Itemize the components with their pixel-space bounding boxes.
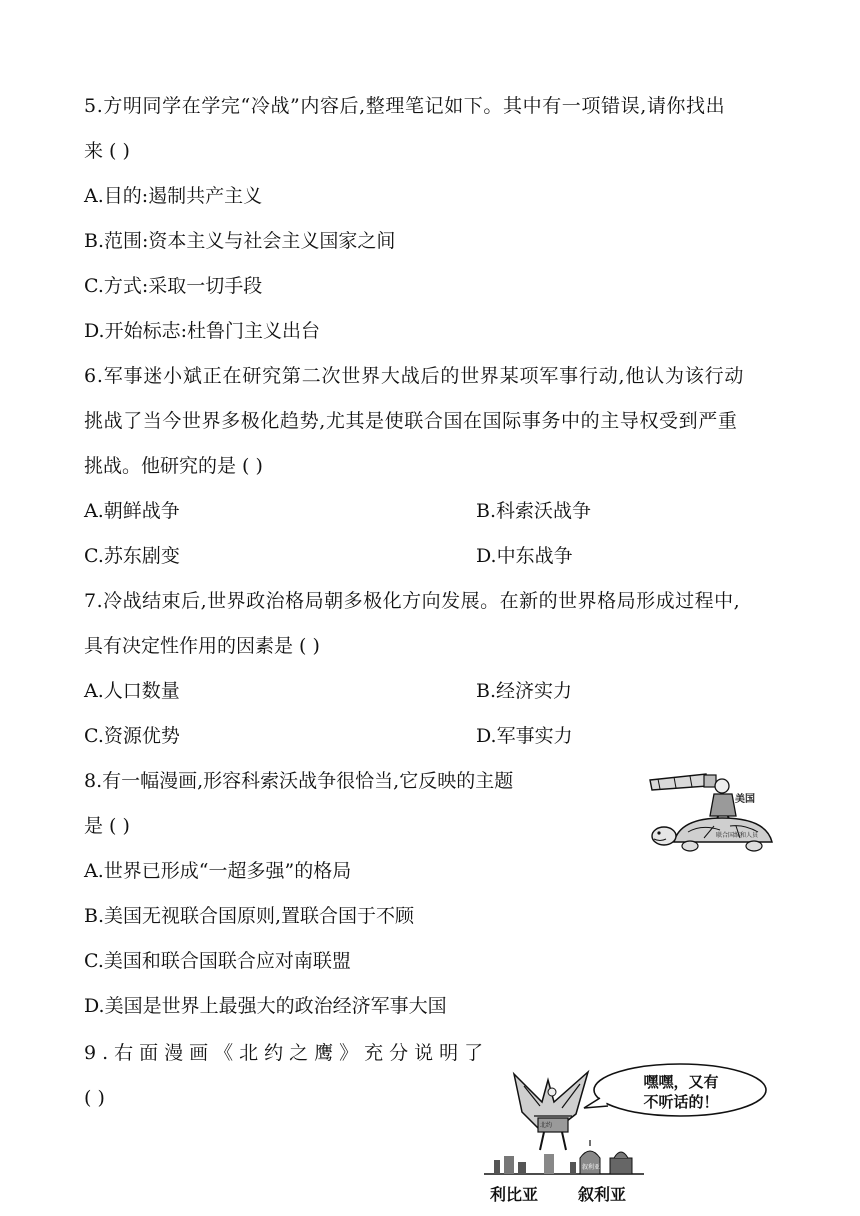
q8-stem-line2: 是 ( ) [84, 815, 130, 837]
q6-stem-line3: 挑战。他研究的是 ( ) [84, 455, 263, 477]
q5-option-d: D.开始标志:杜鲁门主义出台 [84, 320, 320, 342]
q8-cartoon-turtle-telescope [644, 772, 780, 854]
q5-stem-line1: 5.方明同学在学完“冷战”内容后,整理笔记如下。其中有一项错误,请你找出 [84, 95, 726, 117]
q9-cartoon-nato-eagle [484, 1062, 774, 1212]
q9-label-libya: 利比亚 [490, 1185, 539, 1204]
q8-stem-line1: 8.有一幅漫画,形容科索沃战争很恰当,它反映的主题 [84, 770, 514, 792]
q9-bubble-line2: 不听话的！ [643, 1093, 719, 1111]
q6-option-d: D.中东战争 [476, 545, 573, 567]
q6-stem-line2: 挑战了当今世界多极化趋势,尤其是使联合国在国际事务中的主导权受到严重 [84, 410, 738, 432]
q9-stem-line2: ( ) [84, 1087, 105, 1109]
q5-option-b: B.范围:资本主义与社会主义国家之间 [84, 230, 396, 252]
eagle-icon [514, 1072, 588, 1150]
q5-option-a: A.目的:遏制共产主义 [84, 185, 263, 207]
q5-stem-line2: 来 ( ) [84, 140, 130, 162]
q7-option-d: D.军事实力 [476, 725, 573, 747]
q7-stem-line2: 具有决定性作用的因素是 ( ) [84, 635, 320, 657]
q6-option-b: B.科索沃战争 [476, 500, 592, 522]
q9-bubble-line1: 嘿嘿，又有 [643, 1073, 719, 1091]
q8-option-c: C.美国和联合国联合应对南联盟 [84, 950, 351, 972]
q8-cartoon-label-usa: 美国 [735, 794, 755, 805]
q8-cartoon-label-shell: 联合国维和人员 [716, 832, 759, 839]
q6-option-c: C.苏东剧变 [84, 545, 180, 567]
q7-option-a: A.人口数量 [84, 680, 180, 702]
telescope-icon [650, 774, 716, 790]
q7-option-c: C.资源优势 [84, 725, 180, 747]
q8-option-a: A.世界已形成“一超多强”的格局 [84, 860, 352, 882]
turtle-telescope-illustration [644, 772, 780, 854]
q7-stem-line1: 7.冷战结束后,世界政治格局朝多极化方向发展。在新的世界格局形成过程中, [84, 590, 741, 612]
q6-stem-line1: 6.军事迷小斌正在研究第二次世界大战后的世界某项军事行动,他认为该行动 [84, 365, 745, 387]
q8-option-b: B.美国无视联合国原则,置联合国于不顾 [84, 905, 415, 927]
q9-label-syria: 叙利亚 [578, 1185, 627, 1204]
q5-option-c: C.方式:采取一切手段 [84, 275, 263, 297]
q6-option-a: A.朝鲜战争 [84, 500, 180, 522]
q9-eagle-label-nato: 北约 [540, 1122, 553, 1129]
q8-option-d: D.美国是世界上最强大的政治经济军事大国 [84, 995, 447, 1017]
q9-building-label: 叙利亚 [582, 1164, 601, 1171]
q9-stem-line1: 9.右面漫画《北约之鹰》充分说明了 [84, 1042, 490, 1064]
q7-option-b: B.经济实力 [476, 680, 573, 702]
